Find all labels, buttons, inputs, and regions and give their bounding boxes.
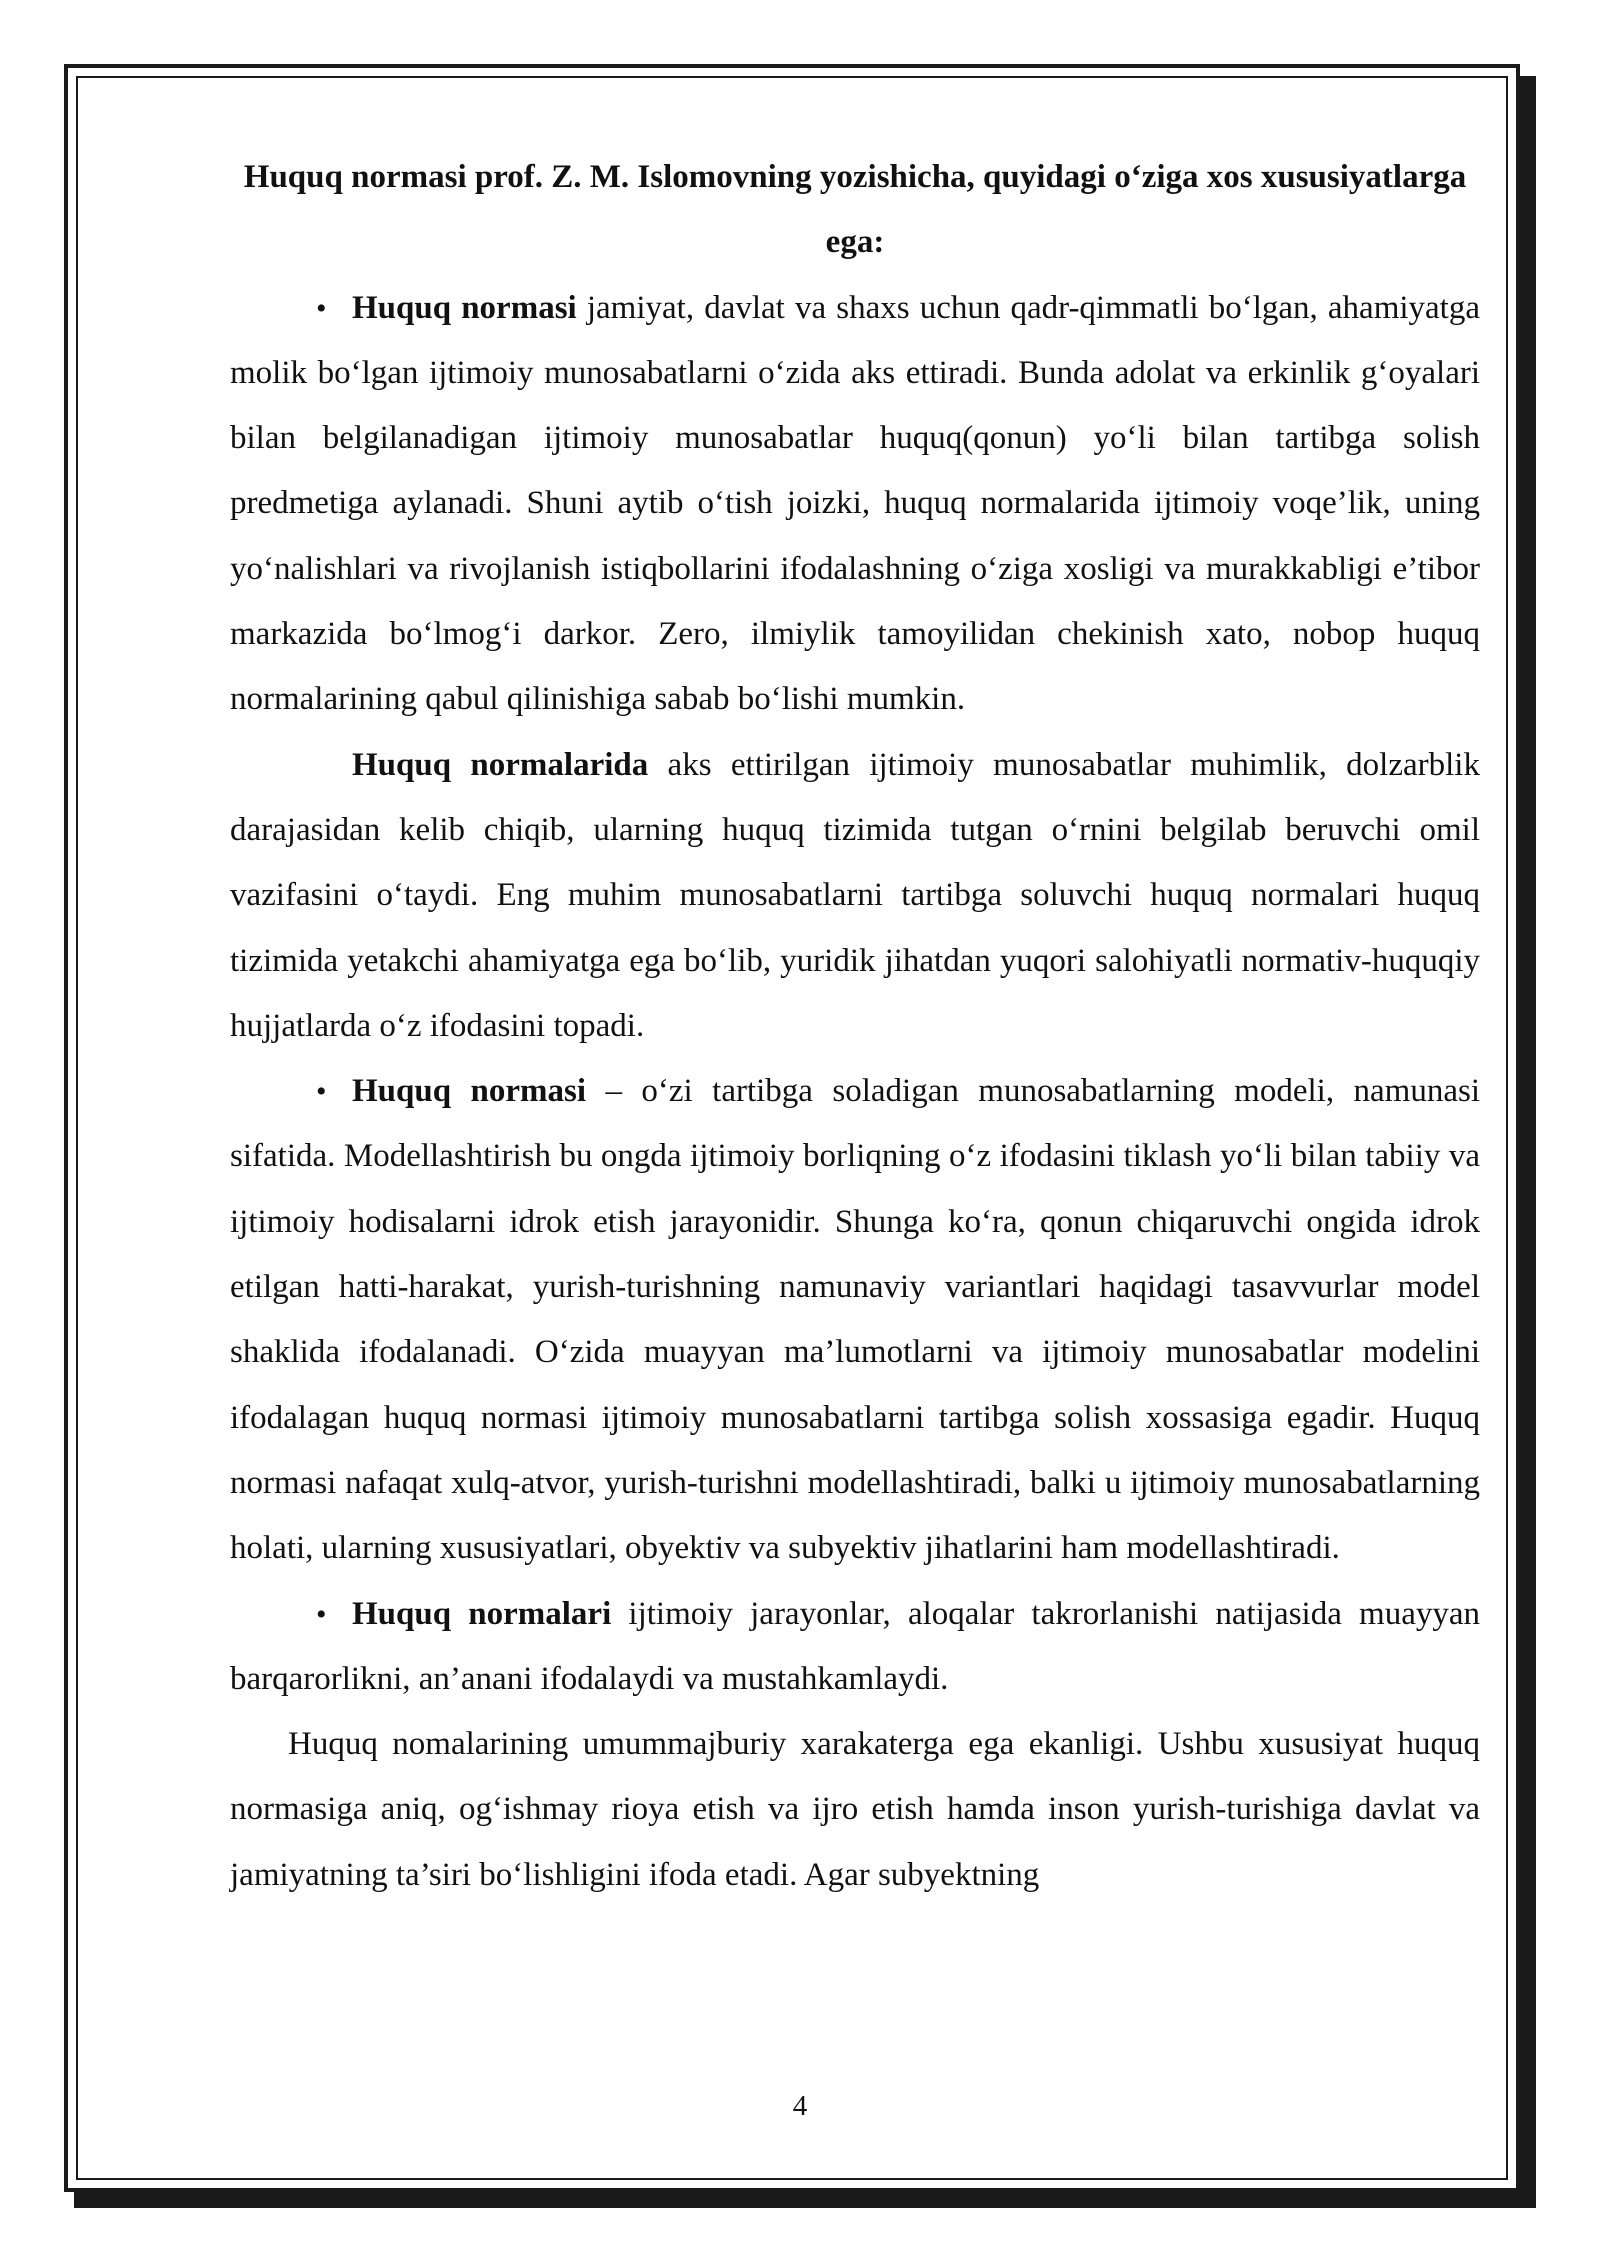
paragraph-2 [230, 733, 1480, 1059]
bullet-icon: • [316, 1075, 327, 1109]
paragraph-3 [230, 1059, 1480, 1581]
paragraph-3-text: – o‘zi tartibga soladigan munosabatlarning modeli, namunasi sifatida. Modellashtirish bu ongda ijtimoiy borliqning o‘z ifodasini tiklash yo‘li bilan tabiiy va ijtimoiy hodisalarni idrok etish jarayonidir. Shunga ko‘ra, qonun chiqaruvchi ongida idrok etilgan hatti-harakat, yurish-turishning namunaviy variantlari haqidagi tasavvurlar model shaklida ifodalanadi. O‘zida muayyan ma’lumotlarni va ijtimoiy munosabatlar modelini ifodalagan huquq normasi ijtimoiy munosabatlarni tartibga solish xossasiga egadir. Huquq normasi nafaqat xulq-atvor, yurish-turishni modellashtiradi, balki u ijtimoiy munosabatlarning holati, ularning xususiyatlari, obyektiv va subyektiv jihatlarini ham modellashtiradi. [230, 1073, 1480, 1567]
paragraph-1-text: jamiyat, davlat va shaxs uchun qadr-qimmatli bo‘lgan, ahamiyatga molik bo‘lgan ijtimoiy munosabatlarni o‘zida aks ettiradi. Bunda adolat va erkinlik g‘oyalari bilan belgilanadigan ijtimoiy munosabatlar huquq(qonun) yo‘li bilan tartibga solish predmetiga aylanadi. Shuni aytib o‘tish joizki, huquq normalarida ijtimoiy voqe’lik, uning yo‘nalishlari va rivojlanish istiqbollarini ifodalashning o‘ziga xosligi va murakkabligi e’tibor markazida bo‘lmog‘i darkor. Zero, ilmiylik tamoyilidan chekinish xato, nobop huquq normalarining qabul qilinishiga sabab bo‘lishi mumkin. [230, 289, 1480, 718]
paragraph-2-term: Huquq normalarida [352, 746, 649, 783]
paragraph-3-term: Huquq normasi [352, 1073, 587, 1110]
paragraph-5 [230, 1712, 1480, 1908]
paragraph-1-term: Huquq normasi [352, 289, 577, 326]
bullet-icon: • [316, 291, 327, 325]
bullet-icon: • [316, 1597, 327, 1631]
section-heading: Huquq normasi prof. Z. M. Islomovning yozishicha, quyidagi o‘ziga xos xususiyatlarga ega: [243, 159, 1467, 261]
paragraph-4-term: Huquq normalari [352, 1595, 612, 1632]
paragraph-5-text: Huquq nomalarining umummajburiy xarakaterga ega ekanligi. Ushbu xususiyat huquq normasiga aniq, og‘ishmay rioya etish va ijro etish hamda inson yurish-turishiga davlat va jamiyatning ta’siri bo‘lishligini ifoda etadi. Agar subyektning [230, 1726, 1480, 1893]
paragraph-2-text: aks ettirilgan ijtimoiy munosabatlar muhimlik, dolzarblik darajasidan kelib chiqib, ularning huquq tizimida tutgan o‘rnini belgilab beruvchi omil vazifasini o‘taydi. Eng muhim munosabatlarni tartibga soluvchi huquq normalari huquq tizimida yetakchi ahamiyatga ega bo‘lib, yuridik jihatdan yuqori salohiyatli normativ-huquqiy hujjatlarda o‘z ifodasini topadi. [230, 746, 1480, 1044]
page-number: 4 [792, 2090, 808, 2122]
paragraph-4-text: ijtimoiy jarayonlar, aloqalar takrorlanishi natijasida muayyan barqarorlikni, an’anani ifodalaydi va mustahkamlaydi. [230, 1595, 1481, 1697]
paragraph-1 [230, 276, 1480, 733]
document-body [230, 145, 1480, 1908]
paragraph-4 [230, 1582, 1480, 1713]
